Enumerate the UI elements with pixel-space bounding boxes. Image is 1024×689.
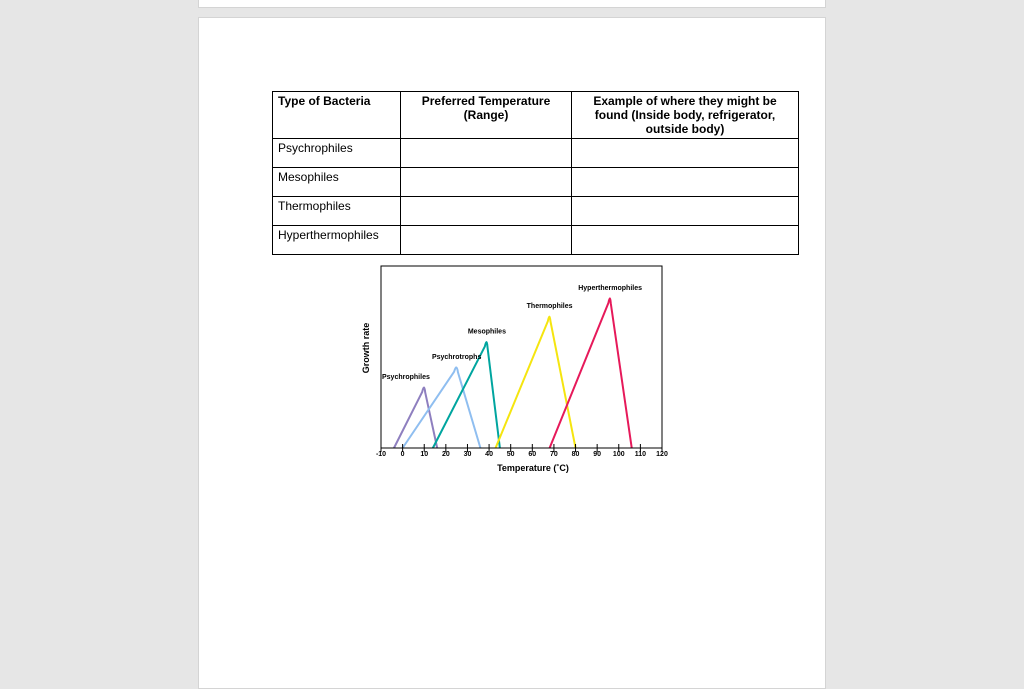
series-label-psychrotrophs: Psychrotrophs [431, 353, 482, 361]
table-row [273, 168, 799, 197]
cell-bacteria-type[interactable]: Thermophiles [273, 197, 401, 226]
cell-bacteria-type[interactable]: Hyperthermophiles [273, 226, 401, 255]
x-tick-label: 0 [400, 451, 405, 458]
series-label-thermophiles: Thermophiles [526, 302, 573, 310]
cell-temperature[interactable] [401, 197, 572, 226]
cell-bacteria-type[interactable]: Psychrophiles [273, 139, 401, 168]
x-tick-label: 70 [550, 451, 558, 458]
header-temperature: Preferred Temperature (Range) [401, 92, 572, 139]
table-row [273, 139, 799, 168]
document-page [198, 17, 826, 689]
header-type: Type of Bacteria [273, 92, 401, 139]
x-tick-label: 80 [571, 451, 580, 458]
x-tick-label: 90 [593, 451, 602, 458]
x-tick-label: 30 [463, 451, 472, 458]
table-row [273, 226, 799, 255]
y-axis-label: Growth rate [361, 322, 371, 374]
series-curve-hyperthermophiles [550, 298, 632, 448]
x-tick-label: 120 [656, 451, 668, 458]
x-axis-label: Temperature (˚C) [497, 463, 569, 473]
cell-temperature[interactable] [401, 226, 572, 255]
cell-example[interactable] [572, 226, 799, 255]
cell-temperature[interactable] [401, 168, 572, 197]
x-tick-label: 10 [420, 451, 429, 458]
cell-example[interactable] [572, 168, 799, 197]
series-label-mesophiles: Mesophiles [467, 328, 506, 336]
x-tick-label: -10 [375, 451, 387, 458]
cell-temperature[interactable] [401, 139, 572, 168]
plot-frame [381, 266, 662, 448]
growth-rate-chart [357, 262, 677, 482]
series-label-psychrophiles: Psychrophiles [382, 373, 430, 381]
cell-example[interactable] [572, 139, 799, 168]
bacteria-table [272, 91, 799, 255]
x-tick-label: 60 [528, 451, 537, 458]
x-tick-label: 110 [634, 451, 647, 458]
cell-bacteria-type[interactable]: Mesophiles [273, 168, 401, 197]
series-curve-thermophiles [496, 317, 576, 448]
x-tick-label: 20 [441, 451, 450, 458]
series-curve-psychrophiles [394, 388, 437, 448]
header-example: Example of where they might be found (Inside body, refrigerator, outside body) [572, 92, 799, 139]
table-row [273, 197, 799, 226]
x-tick-label: 40 [485, 451, 493, 458]
x-tick-label: 100 [612, 451, 625, 458]
table-header-row [273, 92, 799, 139]
previous-page-edge [198, 0, 826, 8]
x-tick-label: 50 [506, 451, 515, 458]
cell-example[interactable] [572, 197, 799, 226]
series-label-hyperthermophiles: Hyperthermophiles [578, 284, 643, 292]
